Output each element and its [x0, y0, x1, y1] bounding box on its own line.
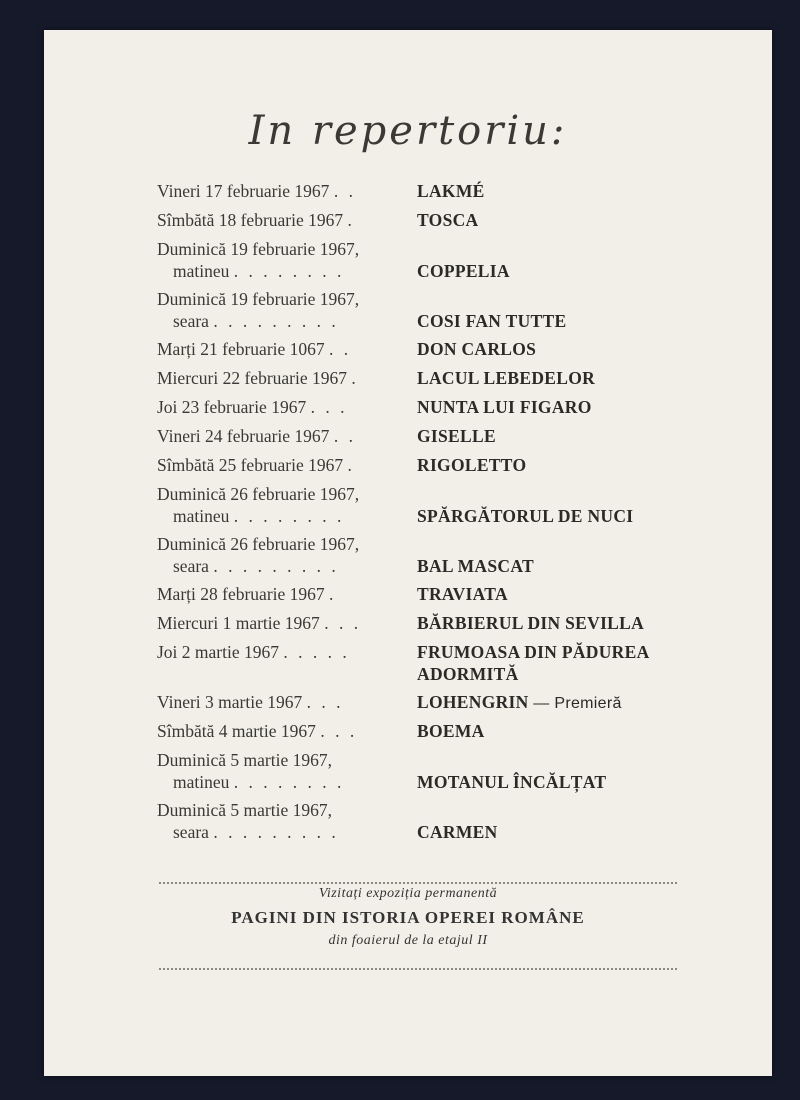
- time-of-day: matineu: [173, 506, 230, 526]
- show-name: COSI FAN TUTTE: [417, 311, 567, 331]
- date-text: Duminică 5 martie 1967,: [157, 750, 332, 770]
- show-title: [417, 180, 687, 202]
- show-title: [417, 396, 687, 418]
- show-name: MOTANUL ÎNCĂLȚAT: [417, 772, 607, 792]
- show-name: TRAVIATA: [417, 584, 508, 604]
- show-name: NUNTA LUI FIGARO: [417, 397, 592, 417]
- performance-date: [157, 533, 405, 577]
- exhibition-location: din foaierul de la etajul II: [328, 933, 488, 948]
- date-text: Miercuri 22 februarie 1967: [157, 368, 347, 388]
- show-title: [417, 555, 687, 577]
- show-name: BĂRBIERUL DIN SEVILLA: [417, 613, 645, 633]
- date-text: Sîmbătă 18 februarie 1967: [157, 210, 344, 230]
- time-of-day: seara: [173, 556, 209, 576]
- show-name: BOEMA: [417, 721, 485, 741]
- performance-date: [157, 367, 405, 389]
- leader-dots: . . . . .: [283, 642, 350, 662]
- show-title: [417, 505, 687, 527]
- date-text: Duminică 26 februarie 1967,: [157, 484, 360, 504]
- show-name: CARMEN: [417, 822, 498, 842]
- dotted-separator-bottom: [159, 968, 677, 970]
- leader-dots: . . . . . . . . .: [213, 311, 339, 331]
- performance-date: [157, 396, 405, 418]
- time-of-day: matineu: [173, 772, 230, 792]
- show-title: [417, 720, 687, 742]
- leader-dots: .: [351, 368, 359, 388]
- show-title: [417, 821, 687, 843]
- show-name-line2: ADORMITĂ: [417, 664, 519, 684]
- leader-dots: .: [329, 584, 337, 604]
- show-name: COPPELIA: [417, 261, 510, 281]
- exhibition-invite: Vizitați expoziția permanentă: [318, 886, 498, 901]
- show-name: LACUL LEBEDELOR: [417, 368, 596, 388]
- performance-date: [157, 720, 405, 742]
- leader-dots: . .: [329, 339, 352, 359]
- date-text: Duminică 26 februarie 1967,: [157, 534, 360, 554]
- leader-dots: . . .: [324, 613, 362, 633]
- performance-date: [157, 338, 405, 360]
- show-title: [417, 338, 687, 360]
- time-of-day: matineu: [173, 261, 230, 281]
- time-of-day: seara: [173, 311, 209, 331]
- performance-date: [157, 612, 405, 634]
- show-name: SPĂRGĂTORUL DE NUCI: [417, 506, 634, 526]
- date-text: Duminică 19 februarie 1967,: [157, 289, 360, 309]
- leader-dots: . . . . . . . . .: [213, 556, 339, 576]
- performance-date: [157, 799, 405, 843]
- show-name: LOHENGRIN: [417, 692, 529, 712]
- show-title: [417, 209, 687, 231]
- performance-date: [157, 288, 405, 332]
- show-name: GISELLE: [417, 426, 496, 446]
- show-title: [417, 425, 687, 447]
- leader-dots: . . .: [320, 721, 358, 741]
- performance-date: [157, 641, 405, 663]
- show-title: [417, 454, 687, 476]
- leader-dots: . . . . . . . .: [233, 506, 345, 526]
- date-text: Vineri 24 februarie 1967: [157, 426, 330, 446]
- leader-dots: . .: [333, 181, 356, 201]
- performance-date: [157, 691, 405, 713]
- date-text: Marți 21 februarie 1067: [157, 339, 325, 359]
- performance-date: [157, 583, 405, 605]
- show-title: [417, 612, 687, 634]
- show-name: BAL MASCAT: [417, 556, 534, 576]
- show-name: DON CARLOS: [417, 339, 537, 359]
- leader-dots: .: [347, 210, 355, 230]
- show-title: [417, 641, 687, 685]
- show-title: [417, 691, 687, 715]
- leader-dots: . . .: [310, 397, 348, 417]
- performance-date: [157, 425, 405, 447]
- date-text: Sîmbătă 25 februarie 1967: [157, 455, 344, 475]
- premiere-note: — Premieră: [533, 695, 622, 712]
- leader-dots: . . . . . . . . .: [213, 822, 339, 842]
- performance-date: [157, 180, 405, 202]
- dotted-separator-top: [159, 882, 677, 884]
- show-title: [417, 310, 687, 332]
- date-text: Duminică 5 martie 1967,: [157, 800, 332, 820]
- exhibition-title: PAGINI DIN ISTORIA OPEREI ROMÂNE: [231, 908, 585, 927]
- date-text: Vineri 3 martie 1967: [157, 692, 303, 712]
- date-text: Duminică 19 februarie 1967,: [157, 239, 360, 259]
- performance-date: [157, 749, 405, 793]
- show-title: [417, 771, 687, 793]
- show-name: TOSCA: [417, 210, 479, 230]
- program-sheet: [44, 30, 772, 1076]
- date-text: Miercuri 1 martie 1967: [157, 613, 320, 633]
- performance-date: [157, 483, 405, 527]
- show-name: FRUMOASA DIN PĂDUREA: [417, 642, 650, 662]
- show-name: RIGOLETTO: [417, 455, 527, 475]
- show-title: [417, 260, 687, 282]
- leader-dots: . . .: [306, 692, 344, 712]
- page-title: In repertoriu:: [248, 108, 568, 154]
- leader-dots: . .: [333, 426, 356, 446]
- show-title: [417, 583, 687, 605]
- time-of-day: seara: [173, 822, 209, 842]
- show-name: LAKMÉ: [417, 181, 485, 201]
- performance-date: [157, 238, 405, 282]
- date-text: Sîmbătă 4 martie 1967: [157, 721, 316, 741]
- date-text: Joi 2 martie 1967: [157, 642, 279, 662]
- leader-dots: .: [347, 455, 355, 475]
- performance-date: [157, 209, 405, 231]
- date-text: Joi 23 februarie 1967: [157, 397, 307, 417]
- performance-date: [157, 454, 405, 476]
- date-text: Marți 28 februarie 1967: [157, 584, 325, 604]
- leader-dots: . . . . . . . .: [233, 261, 345, 281]
- show-title: [417, 367, 687, 389]
- date-text: Vineri 17 februarie 1967: [157, 181, 330, 201]
- leader-dots: . . . . . . . .: [233, 772, 345, 792]
